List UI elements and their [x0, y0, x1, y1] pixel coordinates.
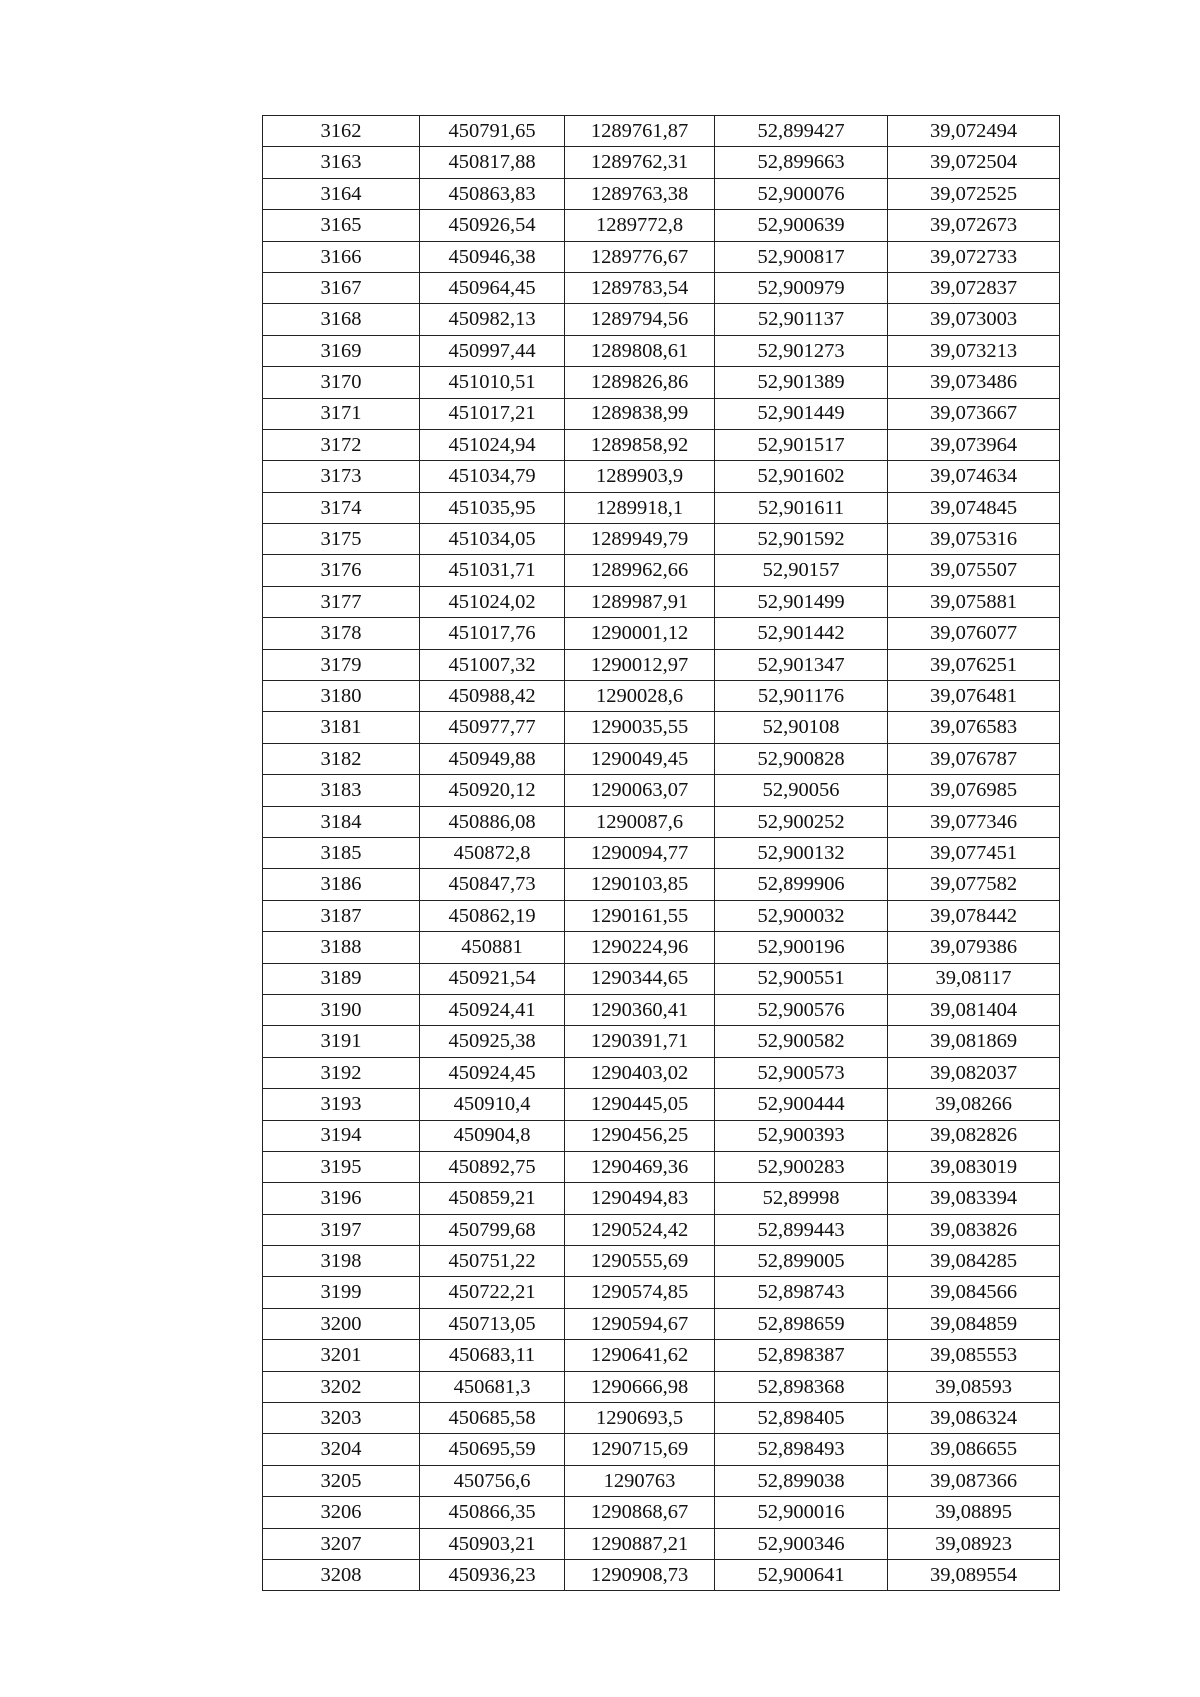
longitude-cell: 39,077346: [888, 806, 1060, 837]
latitude-cell: 52,901442: [715, 618, 888, 649]
x-coordinate-cell: 451031,71: [420, 555, 565, 586]
point-number-cell: 3179: [263, 649, 420, 680]
x-coordinate-cell: 450949,88: [420, 743, 565, 774]
y-coordinate-cell: 1289776,67: [565, 241, 715, 272]
latitude-cell: 52,900817: [715, 241, 888, 272]
longitude-cell: 39,082826: [888, 1120, 1060, 1151]
longitude-cell: 39,073964: [888, 429, 1060, 460]
x-coordinate-cell: 451024,94: [420, 429, 565, 460]
latitude-cell: 52,901611: [715, 492, 888, 523]
table-row: [263, 1089, 1060, 1120]
x-coordinate-cell: 450685,58: [420, 1403, 565, 1434]
latitude-cell: 52,898493: [715, 1434, 888, 1465]
x-coordinate-cell: 450863,83: [420, 178, 565, 209]
latitude-cell: 52,900639: [715, 210, 888, 241]
longitude-cell: 39,074634: [888, 461, 1060, 492]
x-coordinate-cell: 451034,05: [420, 524, 565, 555]
table-row: [263, 272, 1060, 303]
point-number-cell: 3162: [263, 116, 420, 147]
latitude-cell: 52,900132: [715, 837, 888, 868]
y-coordinate-cell: 1290049,45: [565, 743, 715, 774]
table-row: [263, 775, 1060, 806]
table-row: [263, 1465, 1060, 1496]
table-row: [263, 1277, 1060, 1308]
x-coordinate-cell: 450791,65: [420, 116, 565, 147]
x-coordinate-cell: 450903,21: [420, 1528, 565, 1559]
table-row: [263, 806, 1060, 837]
x-coordinate-cell: 451034,79: [420, 461, 565, 492]
point-number-cell: 3172: [263, 429, 420, 460]
table-row: [263, 681, 1060, 712]
table-row: [263, 335, 1060, 366]
x-coordinate-cell: 450910,4: [420, 1089, 565, 1120]
y-coordinate-cell: 1289962,66: [565, 555, 715, 586]
longitude-cell: 39,072504: [888, 147, 1060, 178]
latitude-cell: 52,900346: [715, 1528, 888, 1559]
y-coordinate-cell: 1290763: [565, 1465, 715, 1496]
point-number-cell: 3186: [263, 869, 420, 900]
x-coordinate-cell: 451024,02: [420, 586, 565, 617]
table-row: [263, 1151, 1060, 1182]
y-coordinate-cell: 1289762,31: [565, 147, 715, 178]
point-number-cell: 3165: [263, 210, 420, 241]
point-number-cell: 3176: [263, 555, 420, 586]
x-coordinate-cell: 450866,35: [420, 1497, 565, 1528]
table-row: [263, 586, 1060, 617]
latitude-cell: 52,900641: [715, 1559, 888, 1590]
latitude-cell: 52,900573: [715, 1057, 888, 1088]
point-number-cell: 3191: [263, 1026, 420, 1057]
point-number-cell: 3177: [263, 586, 420, 617]
point-number-cell: 3196: [263, 1183, 420, 1214]
y-coordinate-cell: 1290012,97: [565, 649, 715, 680]
y-coordinate-cell: 1290028,6: [565, 681, 715, 712]
longitude-cell: 39,076251: [888, 649, 1060, 680]
point-number-cell: 3164: [263, 178, 420, 209]
x-coordinate-cell: 450982,13: [420, 304, 565, 335]
y-coordinate-cell: 1289783,54: [565, 272, 715, 303]
y-coordinate-cell: 1290555,69: [565, 1246, 715, 1277]
x-coordinate-cell: 450977,77: [420, 712, 565, 743]
latitude-cell: 52,900252: [715, 806, 888, 837]
table-row: [263, 1371, 1060, 1402]
x-coordinate-cell: 450862,19: [420, 900, 565, 931]
x-coordinate-cell: 450964,45: [420, 272, 565, 303]
table-row: [263, 1057, 1060, 1088]
latitude-cell: 52,900393: [715, 1120, 888, 1151]
y-coordinate-cell: 1289903,9: [565, 461, 715, 492]
longitude-cell: 39,08593: [888, 1371, 1060, 1402]
latitude-cell: 52,900016: [715, 1497, 888, 1528]
latitude-cell: 52,900283: [715, 1151, 888, 1182]
longitude-cell: 39,078442: [888, 900, 1060, 931]
y-coordinate-cell: 1289761,87: [565, 116, 715, 147]
latitude-cell: 52,899906: [715, 869, 888, 900]
longitude-cell: 39,075881: [888, 586, 1060, 617]
point-number-cell: 3190: [263, 994, 420, 1025]
longitude-cell: 39,08266: [888, 1089, 1060, 1120]
x-coordinate-cell: 450997,44: [420, 335, 565, 366]
table-row: [263, 1497, 1060, 1528]
latitude-cell: 52,901176: [715, 681, 888, 712]
point-number-cell: 3192: [263, 1057, 420, 1088]
y-coordinate-cell: 1289826,86: [565, 367, 715, 398]
table-row: [263, 712, 1060, 743]
latitude-cell: 52,898743: [715, 1277, 888, 1308]
longitude-cell: 39,072837: [888, 272, 1060, 303]
point-number-cell: 3183: [263, 775, 420, 806]
latitude-cell: 52,901389: [715, 367, 888, 398]
latitude-cell: 52,898387: [715, 1340, 888, 1371]
x-coordinate-cell: 450925,38: [420, 1026, 565, 1057]
y-coordinate-cell: 1289808,61: [565, 335, 715, 366]
y-coordinate-cell: 1290693,5: [565, 1403, 715, 1434]
longitude-cell: 39,076481: [888, 681, 1060, 712]
y-coordinate-cell: 1290524,42: [565, 1214, 715, 1245]
longitude-cell: 39,089554: [888, 1559, 1060, 1590]
longitude-cell: 39,086655: [888, 1434, 1060, 1465]
point-number-cell: 3166: [263, 241, 420, 272]
table-row: [263, 210, 1060, 241]
latitude-cell: 52,899443: [715, 1214, 888, 1245]
longitude-cell: 39,073213: [888, 335, 1060, 366]
point-number-cell: 3205: [263, 1465, 420, 1496]
table-row: [263, 461, 1060, 492]
y-coordinate-cell: 1290103,85: [565, 869, 715, 900]
point-number-cell: 3178: [263, 618, 420, 649]
y-coordinate-cell: 1290868,67: [565, 1497, 715, 1528]
table-row: [263, 178, 1060, 209]
x-coordinate-cell: 450722,21: [420, 1277, 565, 1308]
point-number-cell: 3168: [263, 304, 420, 335]
latitude-cell: 52,901137: [715, 304, 888, 335]
x-coordinate-cell: 451010,51: [420, 367, 565, 398]
y-coordinate-cell: 1290641,62: [565, 1340, 715, 1371]
latitude-cell: 52,901449: [715, 398, 888, 429]
point-number-cell: 3195: [263, 1151, 420, 1182]
latitude-cell: 52,90056: [715, 775, 888, 806]
longitude-cell: 39,076787: [888, 743, 1060, 774]
x-coordinate-cell: 450988,42: [420, 681, 565, 712]
x-coordinate-cell: 450817,88: [420, 147, 565, 178]
latitude-cell: 52,900076: [715, 178, 888, 209]
table-row: [263, 1559, 1060, 1590]
latitude-cell: 52,900444: [715, 1089, 888, 1120]
x-coordinate-cell: 450936,23: [420, 1559, 565, 1590]
x-coordinate-cell: 450681,3: [420, 1371, 565, 1402]
longitude-cell: 39,075316: [888, 524, 1060, 555]
longitude-cell: 39,073667: [888, 398, 1060, 429]
longitude-cell: 39,083394: [888, 1183, 1060, 1214]
y-coordinate-cell: 1290035,55: [565, 712, 715, 743]
latitude-cell: 52,89998: [715, 1183, 888, 1214]
table-row: [263, 963, 1060, 994]
point-number-cell: 3199: [263, 1277, 420, 1308]
longitude-cell: 39,083826: [888, 1214, 1060, 1245]
latitude-cell: 52,900032: [715, 900, 888, 931]
y-coordinate-cell: 1290391,71: [565, 1026, 715, 1057]
longitude-cell: 39,087366: [888, 1465, 1060, 1496]
longitude-cell: 39,072494: [888, 116, 1060, 147]
table-row: [263, 1183, 1060, 1214]
latitude-cell: 52,898659: [715, 1308, 888, 1339]
point-number-cell: 3184: [263, 806, 420, 837]
point-number-cell: 3203: [263, 1403, 420, 1434]
longitude-cell: 39,076583: [888, 712, 1060, 743]
longitude-cell: 39,08117: [888, 963, 1060, 994]
x-coordinate-cell: 450756,6: [420, 1465, 565, 1496]
y-coordinate-cell: 1290494,83: [565, 1183, 715, 1214]
x-coordinate-cell: 450751,22: [420, 1246, 565, 1277]
y-coordinate-cell: 1290574,85: [565, 1277, 715, 1308]
coordinates-table-body: [263, 116, 1060, 1591]
point-number-cell: 3171: [263, 398, 420, 429]
y-coordinate-cell: 1290224,96: [565, 932, 715, 963]
x-coordinate-cell: 451017,76: [420, 618, 565, 649]
point-number-cell: 3202: [263, 1371, 420, 1402]
longitude-cell: 39,076077: [888, 618, 1060, 649]
table-row: [263, 241, 1060, 272]
table-row: [263, 618, 1060, 649]
x-coordinate-cell: 450713,05: [420, 1308, 565, 1339]
y-coordinate-cell: 1290094,77: [565, 837, 715, 868]
table-row: [263, 994, 1060, 1025]
y-coordinate-cell: 1289838,99: [565, 398, 715, 429]
x-coordinate-cell: 450946,38: [420, 241, 565, 272]
latitude-cell: 52,898405: [715, 1403, 888, 1434]
table-row: [263, 1246, 1060, 1277]
longitude-cell: 39,084285: [888, 1246, 1060, 1277]
x-coordinate-cell: 451017,21: [420, 398, 565, 429]
x-coordinate-cell: 450904,8: [420, 1120, 565, 1151]
table-row: [263, 555, 1060, 586]
y-coordinate-cell: 1290161,55: [565, 900, 715, 931]
point-number-cell: 3185: [263, 837, 420, 868]
table-row: [263, 1214, 1060, 1245]
point-number-cell: 3200: [263, 1308, 420, 1339]
x-coordinate-cell: 450892,75: [420, 1151, 565, 1182]
x-coordinate-cell: 450886,08: [420, 806, 565, 837]
longitude-cell: 39,083019: [888, 1151, 1060, 1182]
latitude-cell: 52,899663: [715, 147, 888, 178]
x-coordinate-cell: 450683,11: [420, 1340, 565, 1371]
table-row: [263, 649, 1060, 680]
point-number-cell: 3170: [263, 367, 420, 398]
latitude-cell: 52,900582: [715, 1026, 888, 1057]
y-coordinate-cell: 1290908,73: [565, 1559, 715, 1590]
latitude-cell: 52,901602: [715, 461, 888, 492]
point-number-cell: 3163: [263, 147, 420, 178]
table-row: [263, 869, 1060, 900]
longitude-cell: 39,079386: [888, 932, 1060, 963]
point-number-cell: 3181: [263, 712, 420, 743]
longitude-cell: 39,084566: [888, 1277, 1060, 1308]
latitude-cell: 52,899427: [715, 116, 888, 147]
x-coordinate-cell: 450847,73: [420, 869, 565, 900]
longitude-cell: 39,073486: [888, 367, 1060, 398]
latitude-cell: 52,900196: [715, 932, 888, 963]
longitude-cell: 39,077451: [888, 837, 1060, 868]
x-coordinate-cell: 451007,32: [420, 649, 565, 680]
table-row: [263, 1120, 1060, 1151]
y-coordinate-cell: 1290403,02: [565, 1057, 715, 1088]
point-number-cell: 3187: [263, 900, 420, 931]
longitude-cell: 39,074845: [888, 492, 1060, 523]
point-number-cell: 3201: [263, 1340, 420, 1371]
x-coordinate-cell: 450872,8: [420, 837, 565, 868]
y-coordinate-cell: 1290087,6: [565, 806, 715, 837]
table-row: [263, 429, 1060, 460]
table-row: [263, 524, 1060, 555]
point-number-cell: 3173: [263, 461, 420, 492]
longitude-cell: 39,077582: [888, 869, 1060, 900]
point-number-cell: 3206: [263, 1497, 420, 1528]
point-number-cell: 3180: [263, 681, 420, 712]
x-coordinate-cell: 450924,41: [420, 994, 565, 1025]
latitude-cell: 52,900551: [715, 963, 888, 994]
point-number-cell: 3175: [263, 524, 420, 555]
x-coordinate-cell: 450921,54: [420, 963, 565, 994]
table-row: [263, 1340, 1060, 1371]
longitude-cell: 39,072525: [888, 178, 1060, 209]
longitude-cell: 39,076985: [888, 775, 1060, 806]
latitude-cell: 52,900576: [715, 994, 888, 1025]
x-coordinate-cell: 450924,45: [420, 1057, 565, 1088]
latitude-cell: 52,901347: [715, 649, 888, 680]
table-row: [263, 116, 1060, 147]
latitude-cell: 52,90108: [715, 712, 888, 743]
x-coordinate-cell: 450799,68: [420, 1214, 565, 1245]
table-row: [263, 147, 1060, 178]
table-row: [263, 837, 1060, 868]
y-coordinate-cell: 1290666,98: [565, 1371, 715, 1402]
table-row: [263, 1403, 1060, 1434]
table-row: [263, 492, 1060, 523]
y-coordinate-cell: 1289794,56: [565, 304, 715, 335]
point-number-cell: 3188: [263, 932, 420, 963]
latitude-cell: 52,90157: [715, 555, 888, 586]
coordinates-table: [262, 115, 1060, 1591]
latitude-cell: 52,900979: [715, 272, 888, 303]
y-coordinate-cell: 1289772,8: [565, 210, 715, 241]
longitude-cell: 39,084859: [888, 1308, 1060, 1339]
x-coordinate-cell: 450881: [420, 932, 565, 963]
table-row: [263, 1026, 1060, 1057]
point-number-cell: 3198: [263, 1246, 420, 1277]
table-row: [263, 1528, 1060, 1559]
y-coordinate-cell: 1290887,21: [565, 1528, 715, 1559]
y-coordinate-cell: 1290715,69: [565, 1434, 715, 1465]
table-row: [263, 367, 1060, 398]
longitude-cell: 39,085553: [888, 1340, 1060, 1371]
y-coordinate-cell: 1290063,07: [565, 775, 715, 806]
longitude-cell: 39,081404: [888, 994, 1060, 1025]
x-coordinate-cell: 450695,59: [420, 1434, 565, 1465]
latitude-cell: 52,901273: [715, 335, 888, 366]
table-row: [263, 304, 1060, 335]
longitude-cell: 39,072733: [888, 241, 1060, 272]
longitude-cell: 39,072673: [888, 210, 1060, 241]
table-row: [263, 743, 1060, 774]
table-row: [263, 932, 1060, 963]
y-coordinate-cell: 1290469,36: [565, 1151, 715, 1182]
table-row: [263, 1308, 1060, 1339]
latitude-cell: 52,898368: [715, 1371, 888, 1402]
y-coordinate-cell: 1289918,1: [565, 492, 715, 523]
longitude-cell: 39,086324: [888, 1403, 1060, 1434]
x-coordinate-cell: 451035,95: [420, 492, 565, 523]
y-coordinate-cell: 1289949,79: [565, 524, 715, 555]
latitude-cell: 52,901592: [715, 524, 888, 555]
longitude-cell: 39,081869: [888, 1026, 1060, 1057]
y-coordinate-cell: 1289858,92: [565, 429, 715, 460]
longitude-cell: 39,073003: [888, 304, 1060, 335]
y-coordinate-cell: 1289987,91: [565, 586, 715, 617]
point-number-cell: 3169: [263, 335, 420, 366]
point-number-cell: 3193: [263, 1089, 420, 1120]
latitude-cell: 52,899005: [715, 1246, 888, 1277]
latitude-cell: 52,900828: [715, 743, 888, 774]
table-row: [263, 1434, 1060, 1465]
table-row: [263, 398, 1060, 429]
x-coordinate-cell: 450920,12: [420, 775, 565, 806]
point-number-cell: 3189: [263, 963, 420, 994]
y-coordinate-cell: 1290001,12: [565, 618, 715, 649]
longitude-cell: 39,082037: [888, 1057, 1060, 1088]
point-number-cell: 3167: [263, 272, 420, 303]
longitude-cell: 39,08895: [888, 1497, 1060, 1528]
table-row: [263, 900, 1060, 931]
point-number-cell: 3204: [263, 1434, 420, 1465]
latitude-cell: 52,899038: [715, 1465, 888, 1496]
point-number-cell: 3174: [263, 492, 420, 523]
y-coordinate-cell: 1290344,65: [565, 963, 715, 994]
y-coordinate-cell: 1289763,38: [565, 178, 715, 209]
point-number-cell: 3194: [263, 1120, 420, 1151]
longitude-cell: 39,08923: [888, 1528, 1060, 1559]
point-number-cell: 3197: [263, 1214, 420, 1245]
latitude-cell: 52,901499: [715, 586, 888, 617]
y-coordinate-cell: 1290360,41: [565, 994, 715, 1025]
point-number-cell: 3208: [263, 1559, 420, 1590]
y-coordinate-cell: 1290445,05: [565, 1089, 715, 1120]
y-coordinate-cell: 1290456,25: [565, 1120, 715, 1151]
y-coordinate-cell: 1290594,67: [565, 1308, 715, 1339]
point-number-cell: 3182: [263, 743, 420, 774]
point-number-cell: 3207: [263, 1528, 420, 1559]
x-coordinate-cell: 450926,54: [420, 210, 565, 241]
longitude-cell: 39,075507: [888, 555, 1060, 586]
x-coordinate-cell: 450859,21: [420, 1183, 565, 1214]
latitude-cell: 52,901517: [715, 429, 888, 460]
